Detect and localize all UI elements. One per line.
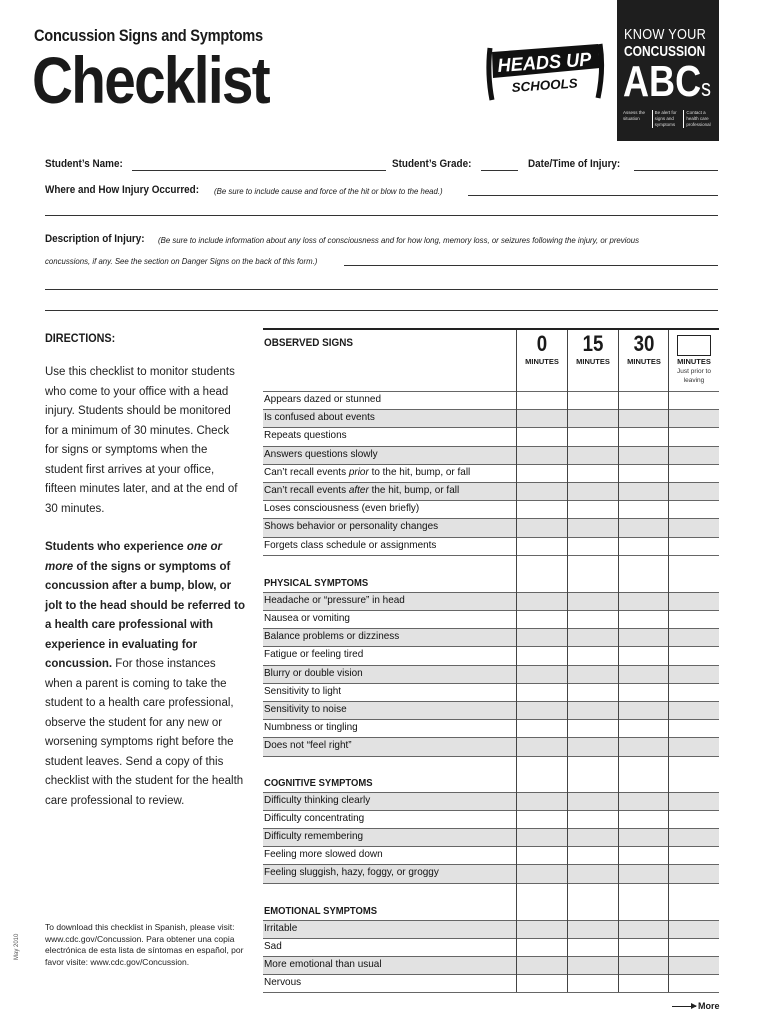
check-cell[interactable] xyxy=(669,519,719,536)
student-name-field[interactable] xyxy=(132,170,386,171)
symptom-label: Can’t recall events prior to the hit, bump, or fall xyxy=(264,465,471,478)
check-cell[interactable] xyxy=(669,538,719,555)
symptom-label: Difficulty remembering xyxy=(264,830,364,842)
symptom-label: Can’t recall events after the hit, bump, or fall xyxy=(264,484,460,496)
table-row xyxy=(263,391,719,409)
check-cell[interactable] xyxy=(669,410,719,427)
check-cell[interactable] xyxy=(619,611,669,628)
check-cell[interactable] xyxy=(568,519,618,536)
symptom-label: Blurry or double vision xyxy=(264,666,363,679)
table-row xyxy=(263,409,719,427)
check-cell[interactable] xyxy=(619,593,669,610)
heads-up-schools-logo xyxy=(484,38,606,106)
where-how-label: Where and How Injury Occurred: xyxy=(45,184,200,196)
table-row xyxy=(263,864,719,882)
symptom-label: Repeats questions xyxy=(264,429,347,442)
check-cell[interactable] xyxy=(517,647,567,664)
spanish-download-note: To download this checklist in Spanish, please visit: www.cdc.gov/Concussion. Para obtener una copia electrónica de esta lista de síntomas en español, por favor visite: www.cdc.gov/Concussion. xyxy=(45,922,244,967)
symptom-label: Forgets class schedule or assignments xyxy=(264,538,437,551)
symptom-label: Difficulty concentrating xyxy=(264,811,365,824)
check-cell[interactable] xyxy=(568,921,618,938)
check-cell[interactable] xyxy=(619,865,669,882)
check-cell[interactable] xyxy=(669,939,719,956)
check-cell[interactable] xyxy=(517,483,567,500)
description-label: Description of Injury: xyxy=(45,233,145,245)
symptom-label: Balance problems or dizziness xyxy=(264,630,400,643)
check-cell[interactable] xyxy=(568,738,618,755)
table-row xyxy=(263,592,719,610)
check-cell[interactable] xyxy=(517,465,567,482)
check-cell[interactable] xyxy=(619,410,669,427)
check-cell[interactable] xyxy=(619,647,669,664)
table-row xyxy=(263,665,719,683)
check-cell[interactable] xyxy=(669,865,719,882)
check-cell[interactable] xyxy=(517,847,567,864)
table-row xyxy=(263,974,719,992)
check-cell[interactable] xyxy=(568,447,618,464)
check-cell[interactable] xyxy=(669,793,719,810)
table-row xyxy=(263,737,719,755)
col-custom-minutes-box[interactable] xyxy=(677,335,711,356)
arrow-right-icon xyxy=(672,1006,696,1007)
col-custom-label: MINUTES xyxy=(677,357,711,366)
check-cell[interactable] xyxy=(517,410,567,427)
check-cell[interactable] xyxy=(619,939,669,956)
check-cell[interactable] xyxy=(669,629,719,646)
check-cell[interactable] xyxy=(669,465,719,482)
symptom-label: Loses consciousness (even briefly) xyxy=(264,502,420,515)
check-cell[interactable] xyxy=(619,447,669,464)
description-note-1: (Be sure to include information about any loss of consciousness and for how long, memory loss, or seizures following the injury, or previous xyxy=(158,235,640,245)
check-cell[interactable] xyxy=(669,593,719,610)
check-cell[interactable] xyxy=(619,738,669,755)
check-cell[interactable] xyxy=(619,811,669,828)
table-row xyxy=(263,828,719,846)
check-cell[interactable] xyxy=(568,465,618,482)
check-cell[interactable] xyxy=(568,720,618,737)
check-cell[interactable] xyxy=(619,392,669,409)
table-row xyxy=(263,500,719,518)
col-30-number: 30 xyxy=(633,331,655,356)
symptom-label: Does not “feel right” xyxy=(264,739,352,752)
abc-line2: CONCUSSION xyxy=(624,43,706,60)
check-cell[interactable] xyxy=(568,666,618,683)
logo-line2: SCHOOLS xyxy=(511,75,577,95)
description-note-2: concussions, if any. See the section on Danger Signs on the back of this form.) xyxy=(45,256,318,266)
check-cell[interactable] xyxy=(517,865,567,882)
check-cell[interactable] xyxy=(669,647,719,664)
abc-columns xyxy=(623,110,715,128)
directions-title: DIRECTIONS: xyxy=(45,331,116,345)
check-cell[interactable] xyxy=(517,738,567,755)
section-header: COGNITIVE SYMPTOMS xyxy=(264,776,373,789)
check-cell[interactable] xyxy=(669,829,719,846)
date-code: May 2010 xyxy=(14,933,20,960)
check-cell[interactable] xyxy=(517,702,567,719)
check-cell[interactable] xyxy=(517,538,567,555)
check-cell[interactable] xyxy=(517,519,567,536)
check-cell[interactable] xyxy=(568,702,618,719)
check-cell[interactable] xyxy=(568,410,618,427)
table-row xyxy=(263,701,719,719)
symptom-label: Difficulty thinking clearly xyxy=(264,793,371,806)
page-title: Checklist xyxy=(32,43,269,117)
check-cell[interactable] xyxy=(517,939,567,956)
symptom-label: Irritable xyxy=(264,921,298,934)
check-cell[interactable] xyxy=(619,793,669,810)
check-cell[interactable] xyxy=(517,829,567,846)
check-cell[interactable] xyxy=(619,829,669,846)
check-cell[interactable] xyxy=(517,684,567,701)
description-field-line3[interactable] xyxy=(45,310,718,311)
abc-badge xyxy=(617,0,719,141)
where-how-field-line2[interactable] xyxy=(45,215,718,216)
check-cell[interactable] xyxy=(568,392,618,409)
check-cell[interactable] xyxy=(669,483,719,500)
check-cell[interactable] xyxy=(568,538,618,555)
date-time-field[interactable] xyxy=(634,170,718,171)
check-cell[interactable] xyxy=(568,975,618,992)
check-cell[interactable] xyxy=(669,957,719,974)
symptom-label: Headache or “pressure” in head xyxy=(264,593,405,606)
check-cell[interactable] xyxy=(669,720,719,737)
check-cell[interactable] xyxy=(517,629,567,646)
table-row xyxy=(263,719,719,737)
check-cell[interactable] xyxy=(619,428,669,445)
check-cell[interactable] xyxy=(568,428,618,445)
symptom-label: Numbness or tingling xyxy=(264,721,358,734)
check-cell[interactable] xyxy=(669,975,719,992)
symptom-label: Shows behavior or personality changes xyxy=(264,520,439,533)
directions-paragraph-2: Students who experience one or more of the signs or symptoms of concussion after a bump, blow, or jolt to the head should be referred to a health care professional with experience in evaluating for concussion. For those instances when a parent is coming to take the student to a health care professional, observe the student for any new or worsening symptoms right before the student leaves. Send a copy of this checklist with the student for the health care professional to review. xyxy=(45,541,245,807)
check-cell[interactable] xyxy=(517,957,567,974)
check-cell[interactable] xyxy=(669,702,719,719)
check-cell[interactable] xyxy=(568,684,618,701)
col-30-label: MINUTES xyxy=(627,357,661,366)
check-cell[interactable] xyxy=(669,392,719,409)
check-cell[interactable] xyxy=(568,939,618,956)
table-row xyxy=(263,482,719,500)
check-cell[interactable] xyxy=(568,593,618,610)
table-row xyxy=(263,646,719,664)
table-row xyxy=(263,810,719,828)
symptom-label: Answers questions slowly xyxy=(264,447,378,460)
abc-big: ABCs xyxy=(623,57,712,106)
check-cell[interactable] xyxy=(568,647,618,664)
check-cell[interactable] xyxy=(517,611,567,628)
check-cell[interactable] xyxy=(619,957,669,974)
table-row xyxy=(263,683,719,701)
check-cell[interactable] xyxy=(669,921,719,938)
student-name-label: Student’s Name: xyxy=(45,158,123,170)
check-cell[interactable] xyxy=(619,629,669,646)
table-top-rule xyxy=(263,328,719,330)
check-cell[interactable] xyxy=(517,447,567,464)
symptom-label: Feeling sluggish, hazy, foggy, or groggy xyxy=(264,866,439,879)
check-cell[interactable] xyxy=(619,519,669,536)
check-cell[interactable] xyxy=(517,428,567,445)
check-cell[interactable] xyxy=(517,793,567,810)
check-cell[interactable] xyxy=(517,666,567,683)
check-cell[interactable] xyxy=(568,793,618,810)
col-0-number: 0 xyxy=(536,331,548,356)
page-subtitle: Concussion Signs and Symptoms xyxy=(34,26,263,45)
symptom-label: Feeling more slowed down xyxy=(264,848,383,861)
symptom-label: Is confused about events xyxy=(264,411,375,424)
check-cell[interactable] xyxy=(619,483,669,500)
table-row xyxy=(263,846,719,864)
more-link[interactable]: More xyxy=(672,1001,720,1011)
table-row xyxy=(263,920,719,938)
table-row xyxy=(263,537,719,555)
abc-col-alert: Be alert for signs and symptoms xyxy=(652,110,684,128)
check-cell[interactable] xyxy=(568,611,618,628)
table-row xyxy=(263,938,719,956)
check-cell[interactable] xyxy=(669,847,719,864)
check-cell[interactable] xyxy=(517,975,567,992)
check-cell[interactable] xyxy=(619,847,669,864)
check-cell[interactable] xyxy=(669,447,719,464)
where-how-field[interactable] xyxy=(468,195,718,196)
directions-paragraph-1: Use this checklist to monitor students who come to your office with a head injury. Students should be monitored for a minimum of 30 minutes. Check for signs or symptoms when the student first arrives at your office, fifteen minutes later, and at the end of 30 minutes. xyxy=(45,366,238,515)
check-cell[interactable] xyxy=(619,501,669,518)
check-cell[interactable] xyxy=(669,684,719,701)
where-how-note: (Be sure to include cause and force of the hit or blow to the head.) xyxy=(214,186,443,196)
check-cell[interactable] xyxy=(619,538,669,555)
symptom-label: More emotional than usual xyxy=(264,958,382,970)
check-cell[interactable] xyxy=(568,501,618,518)
table-row xyxy=(263,518,719,536)
check-cell[interactable] xyxy=(568,811,618,828)
check-cell[interactable] xyxy=(517,811,567,828)
column-divider xyxy=(618,330,619,992)
date-time-label: Date/Time of Injury: xyxy=(528,158,621,170)
col-custom-note: Just prior to leaving xyxy=(677,368,711,384)
check-cell[interactable] xyxy=(568,629,618,646)
observed-signs-header: OBSERVED SIGNS xyxy=(264,337,353,349)
column-divider xyxy=(516,330,517,992)
check-cell[interactable] xyxy=(568,847,618,864)
check-cell[interactable] xyxy=(568,865,618,882)
check-cell[interactable] xyxy=(568,483,618,500)
table-row xyxy=(263,792,719,810)
abc-col-assess: Assess the situation xyxy=(623,110,646,121)
table-row xyxy=(263,610,719,628)
col-0-label: MINUTES xyxy=(525,357,559,366)
symptom-label: Nervous xyxy=(264,976,302,989)
check-cell[interactable] xyxy=(568,957,618,974)
symptom-label: Nausea or vomiting xyxy=(264,612,350,624)
check-cell[interactable] xyxy=(669,501,719,518)
table-bottom-rule xyxy=(263,992,719,993)
check-cell[interactable] xyxy=(669,811,719,828)
check-cell[interactable] xyxy=(568,829,618,846)
table-row xyxy=(263,956,719,974)
abc-line1: KNOW YOUR xyxy=(624,26,707,43)
check-cell[interactable] xyxy=(517,720,567,737)
check-cell[interactable] xyxy=(669,428,719,445)
check-cell[interactable] xyxy=(517,501,567,518)
column-divider xyxy=(567,330,568,992)
check-cell[interactable] xyxy=(517,921,567,938)
check-cell[interactable] xyxy=(669,666,719,683)
check-cell[interactable] xyxy=(619,720,669,737)
column-divider xyxy=(668,330,669,992)
check-cell[interactable] xyxy=(619,702,669,719)
symptom-label: Fatigue or feeling tired xyxy=(264,648,364,661)
table-row xyxy=(263,464,719,482)
student-grade-label: Student’s Grade: xyxy=(392,158,472,170)
symptom-label: Sensitivity to noise xyxy=(264,703,347,715)
description-field[interactable] xyxy=(344,265,718,266)
section-header: PHYSICAL SYMPTOMS xyxy=(264,576,369,589)
symptom-label: Appears dazed or stunned xyxy=(264,393,382,405)
check-cell[interactable] xyxy=(619,921,669,938)
abc-col-contact: Contact a health care professional xyxy=(683,110,715,128)
student-grade-field[interactable] xyxy=(481,170,518,171)
col-15-number: 15 xyxy=(582,331,604,356)
check-cell[interactable] xyxy=(619,975,669,992)
logo-line1: HEADS UP xyxy=(496,49,597,77)
check-cell[interactable] xyxy=(669,611,719,628)
check-cell[interactable] xyxy=(619,666,669,683)
check-cell[interactable] xyxy=(619,684,669,701)
table-row xyxy=(263,628,719,646)
check-cell[interactable] xyxy=(517,593,567,610)
col-15-label: MINUTES xyxy=(576,357,610,366)
check-cell[interactable] xyxy=(619,465,669,482)
check-cell[interactable] xyxy=(669,738,719,755)
section-header: EMOTIONAL SYMPTOMS xyxy=(264,904,378,917)
description-field-line2[interactable] xyxy=(45,289,718,290)
symptom-label: Sad xyxy=(264,939,282,952)
table-row xyxy=(263,427,719,445)
check-cell[interactable] xyxy=(517,392,567,409)
table-row xyxy=(263,446,719,464)
symptom-label: Sensitivity to light xyxy=(264,684,342,697)
